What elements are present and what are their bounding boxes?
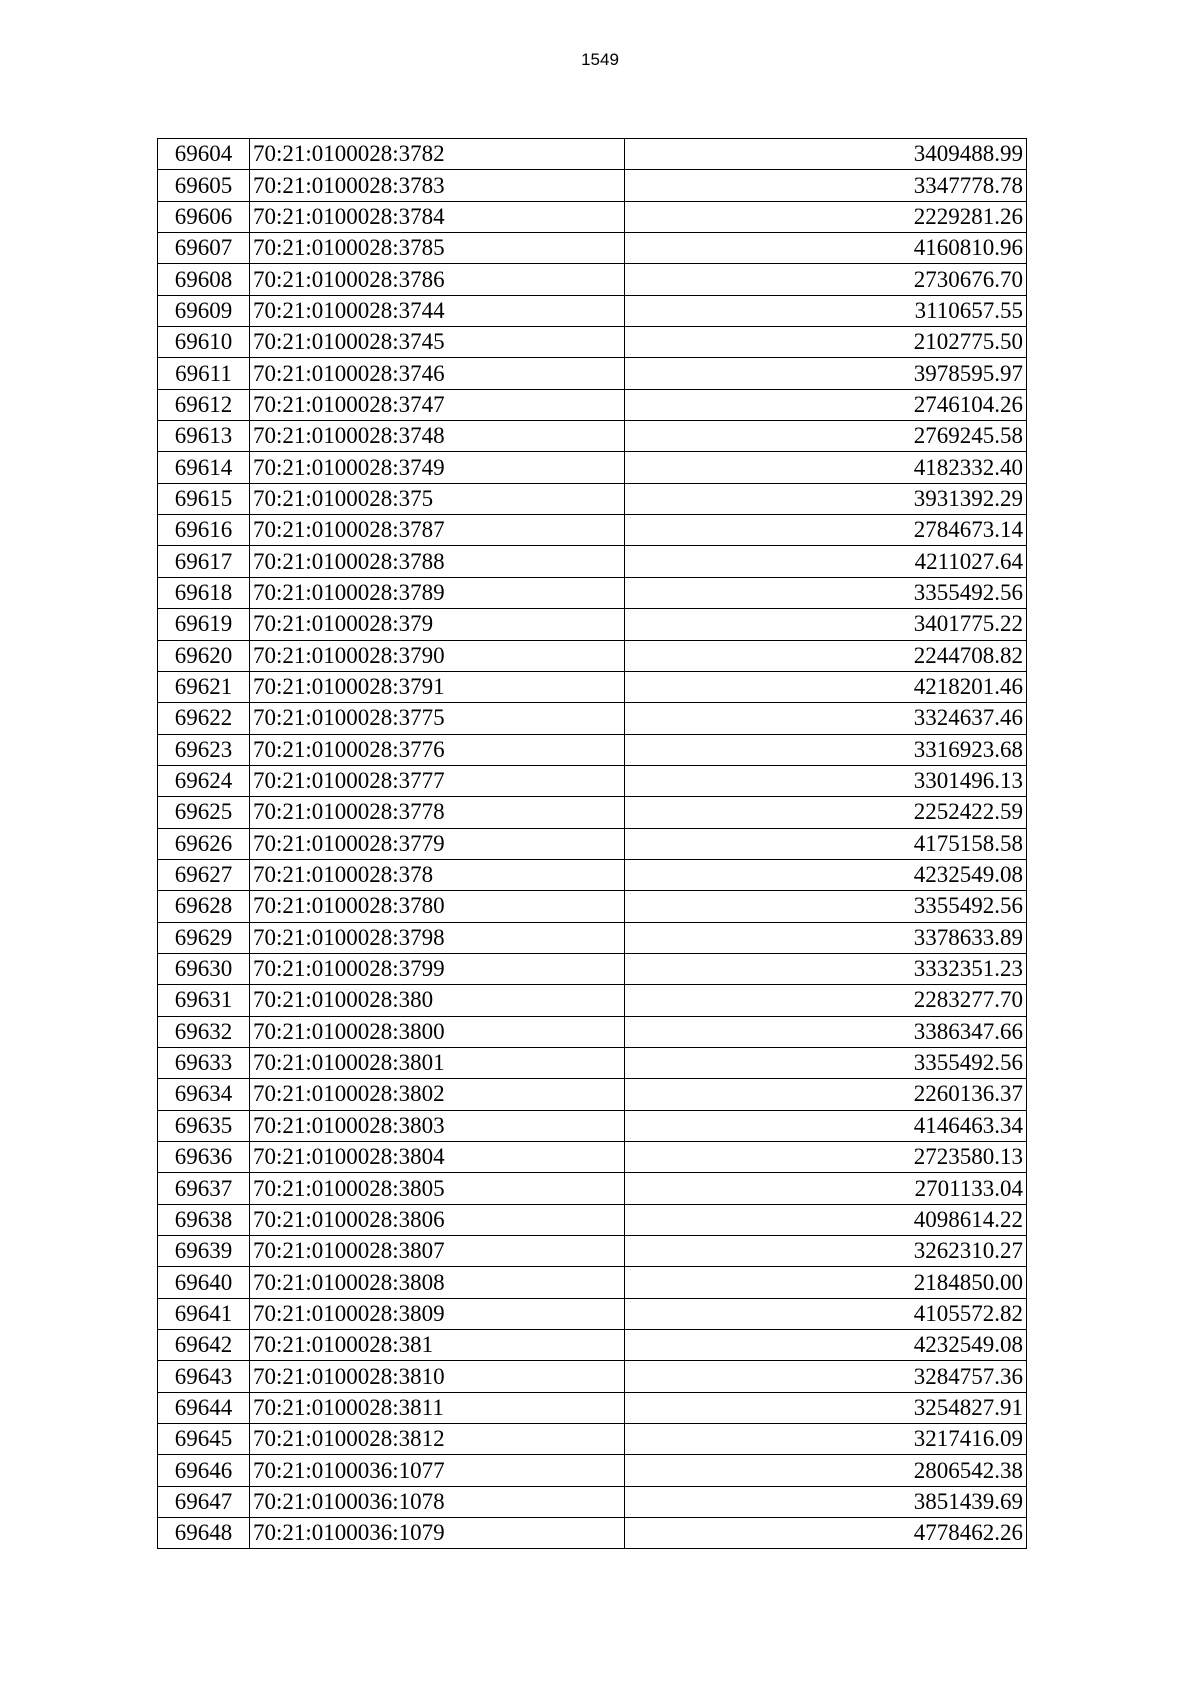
table-row xyxy=(158,201,1027,232)
table-row xyxy=(158,295,1027,326)
cadastral-number-cell: 70:21:0100028:3789 xyxy=(250,577,625,608)
row-number-cell: 69639 xyxy=(158,1236,250,1267)
cadastral-number-cell: 70:21:0100028:3791 xyxy=(250,671,625,702)
table-row xyxy=(158,1424,1027,1455)
cadastral-value-cell: 2746104.26 xyxy=(625,389,1027,420)
cadastral-number-cell: 70:21:0100028:378 xyxy=(250,859,625,890)
cadastral-value-cell: 2723580.13 xyxy=(625,1142,1027,1173)
cadastral-number-cell: 70:21:0100028:375 xyxy=(250,483,625,514)
cadastral-value-cell: 2730676.70 xyxy=(625,264,1027,295)
row-number-cell: 69633 xyxy=(158,1047,250,1078)
table-row xyxy=(158,922,1027,953)
registry-table xyxy=(157,138,1027,1549)
cadastral-number-cell: 70:21:0100028:379 xyxy=(250,609,625,640)
table-row xyxy=(158,1142,1027,1173)
table-row xyxy=(158,389,1027,420)
cadastral-number-cell: 70:21:0100028:3777 xyxy=(250,765,625,796)
cadastral-number-cell: 70:21:0100028:3808 xyxy=(250,1267,625,1298)
cadastral-value-cell: 4218201.46 xyxy=(625,671,1027,702)
table-row xyxy=(158,1047,1027,1078)
row-number-cell: 69623 xyxy=(158,734,250,765)
cadastral-value-cell: 2283277.70 xyxy=(625,985,1027,1016)
cadastral-value-cell: 4211027.64 xyxy=(625,546,1027,577)
cadastral-number-cell: 70:21:0100028:3801 xyxy=(250,1047,625,1078)
cadastral-number-cell: 70:21:0100028:3748 xyxy=(250,421,625,452)
cadastral-number-cell: 70:21:0100036:1079 xyxy=(250,1518,625,1549)
cadastral-value-cell: 4778462.26 xyxy=(625,1518,1027,1549)
cadastral-number-cell: 70:21:0100028:3805 xyxy=(250,1173,625,1204)
row-number-cell: 69622 xyxy=(158,703,250,734)
row-number-cell: 69641 xyxy=(158,1298,250,1329)
cadastral-value-cell: 3409488.99 xyxy=(625,139,1027,170)
cadastral-number-cell: 70:21:0100028:3800 xyxy=(250,1016,625,1047)
table-row xyxy=(158,483,1027,514)
table-row xyxy=(158,421,1027,452)
cadastral-value-cell: 3851439.69 xyxy=(625,1486,1027,1517)
cadastral-value-cell: 2769245.58 xyxy=(625,421,1027,452)
row-number-cell: 69607 xyxy=(158,233,250,264)
cadastral-value-cell: 2229281.26 xyxy=(625,201,1027,232)
cadastral-value-cell: 3378633.89 xyxy=(625,922,1027,953)
table-row xyxy=(158,734,1027,765)
cadastral-number-cell: 70:21:0100028:3799 xyxy=(250,953,625,984)
cadastral-value-cell: 2252422.59 xyxy=(625,797,1027,828)
row-number-cell: 69611 xyxy=(158,358,250,389)
table-row xyxy=(158,577,1027,608)
row-number-cell: 69634 xyxy=(158,1079,250,1110)
cadastral-number-cell: 70:21:0100028:3776 xyxy=(250,734,625,765)
cadastral-number-cell: 70:21:0100028:3807 xyxy=(250,1236,625,1267)
cadastral-number-cell: 70:21:0100028:3790 xyxy=(250,640,625,671)
cadastral-number-cell: 70:21:0100028:3809 xyxy=(250,1298,625,1329)
table-row xyxy=(158,671,1027,702)
row-number-cell: 69609 xyxy=(158,295,250,326)
cadastral-number-cell: 70:21:0100028:3806 xyxy=(250,1204,625,1235)
cadastral-number-cell: 70:21:0100028:3744 xyxy=(250,295,625,326)
cadastral-number-cell: 70:21:0100028:3746 xyxy=(250,358,625,389)
row-number-cell: 69618 xyxy=(158,577,250,608)
cadastral-value-cell: 4175158.58 xyxy=(625,828,1027,859)
table-row xyxy=(158,640,1027,671)
row-number-cell: 69647 xyxy=(158,1486,250,1517)
table-row xyxy=(158,828,1027,859)
table-row xyxy=(158,358,1027,389)
cadastral-value-cell: 3347778.78 xyxy=(625,170,1027,201)
table-row xyxy=(158,859,1027,890)
table-row xyxy=(158,1518,1027,1549)
table-row xyxy=(158,609,1027,640)
cadastral-value-cell: 2701133.04 xyxy=(625,1173,1027,1204)
table-row xyxy=(158,546,1027,577)
table-row xyxy=(158,797,1027,828)
cadastral-value-cell: 3110657.55 xyxy=(625,295,1027,326)
table-row xyxy=(158,953,1027,984)
table-row xyxy=(158,1392,1027,1423)
cadastral-value-cell: 4182332.40 xyxy=(625,452,1027,483)
cadastral-value-cell: 2184850.00 xyxy=(625,1267,1027,1298)
row-number-cell: 69605 xyxy=(158,170,250,201)
table-row xyxy=(158,233,1027,264)
cadastral-number-cell: 70:21:0100028:3798 xyxy=(250,922,625,953)
cadastral-number-cell: 70:21:0100028:3804 xyxy=(250,1142,625,1173)
cadastral-number-cell: 70:21:0100028:3788 xyxy=(250,546,625,577)
cadastral-number-cell: 70:21:0100036:1077 xyxy=(250,1455,625,1486)
row-number-cell: 69644 xyxy=(158,1392,250,1423)
cadastral-number-cell: 70:21:0100028:3782 xyxy=(250,139,625,170)
row-number-cell: 69616 xyxy=(158,515,250,546)
cadastral-number-cell: 70:21:0100028:3749 xyxy=(250,452,625,483)
cadastral-number-cell: 70:21:0100028:3812 xyxy=(250,1424,625,1455)
row-number-cell: 69645 xyxy=(158,1424,250,1455)
cadastral-number-cell: 70:21:0100028:3785 xyxy=(250,233,625,264)
cadastral-number-cell: 70:21:0100036:1078 xyxy=(250,1486,625,1517)
cadastral-value-cell: 3332351.23 xyxy=(625,953,1027,984)
cadastral-value-cell: 2102775.50 xyxy=(625,327,1027,358)
cadastral-number-cell: 70:21:0100028:3779 xyxy=(250,828,625,859)
cadastral-number-cell: 70:21:0100028:3803 xyxy=(250,1110,625,1141)
table-row xyxy=(158,1455,1027,1486)
table-row xyxy=(158,1173,1027,1204)
cadastral-number-cell: 70:21:0100028:3784 xyxy=(250,201,625,232)
row-number-cell: 69638 xyxy=(158,1204,250,1235)
row-number-cell: 69632 xyxy=(158,1016,250,1047)
cadastral-value-cell: 2260136.37 xyxy=(625,1079,1027,1110)
row-number-cell: 69615 xyxy=(158,483,250,514)
cadastral-value-cell: 4098614.22 xyxy=(625,1204,1027,1235)
table-row xyxy=(158,1236,1027,1267)
cadastral-value-cell: 3931392.29 xyxy=(625,483,1027,514)
cadastral-value-cell: 3262310.27 xyxy=(625,1236,1027,1267)
row-number-cell: 69606 xyxy=(158,201,250,232)
table-row xyxy=(158,452,1027,483)
cadastral-value-cell: 4160810.96 xyxy=(625,233,1027,264)
row-number-cell: 69628 xyxy=(158,891,250,922)
cadastral-number-cell: 70:21:0100028:3811 xyxy=(250,1392,625,1423)
cadastral-number-cell: 70:21:0100028:3780 xyxy=(250,891,625,922)
cadastral-number-cell: 70:21:0100028:3745 xyxy=(250,327,625,358)
cadastral-value-cell: 4232549.08 xyxy=(625,1330,1027,1361)
cadastral-value-cell: 3254827.91 xyxy=(625,1392,1027,1423)
table-row xyxy=(158,891,1027,922)
cadastral-number-cell: 70:21:0100028:3810 xyxy=(250,1361,625,1392)
registry-table-body xyxy=(158,139,1027,1549)
cadastral-number-cell: 70:21:0100028:3787 xyxy=(250,515,625,546)
row-number-cell: 69648 xyxy=(158,1518,250,1549)
row-number-cell: 69626 xyxy=(158,828,250,859)
row-number-cell: 69621 xyxy=(158,671,250,702)
table-row xyxy=(158,1486,1027,1517)
cadastral-value-cell: 2244708.82 xyxy=(625,640,1027,671)
row-number-cell: 69617 xyxy=(158,546,250,577)
cadastral-value-cell: 3284757.36 xyxy=(625,1361,1027,1392)
row-number-cell: 69624 xyxy=(158,765,250,796)
cadastral-value-cell: 3978595.97 xyxy=(625,358,1027,389)
cadastral-value-cell: 3355492.56 xyxy=(625,577,1027,608)
table-row xyxy=(158,1330,1027,1361)
cadastral-value-cell: 2784673.14 xyxy=(625,515,1027,546)
table-row xyxy=(158,985,1027,1016)
row-number-cell: 69608 xyxy=(158,264,250,295)
row-number-cell: 69630 xyxy=(158,953,250,984)
table-row xyxy=(158,264,1027,295)
cadastral-value-cell: 3301496.13 xyxy=(625,765,1027,796)
row-number-cell: 69643 xyxy=(158,1361,250,1392)
cadastral-value-cell: 3386347.66 xyxy=(625,1016,1027,1047)
cadastral-number-cell: 70:21:0100028:3802 xyxy=(250,1079,625,1110)
cadastral-value-cell: 4146463.34 xyxy=(625,1110,1027,1141)
table-row xyxy=(158,170,1027,201)
table-row xyxy=(158,1110,1027,1141)
row-number-cell: 69614 xyxy=(158,452,250,483)
row-number-cell: 69620 xyxy=(158,640,250,671)
row-number-cell: 69636 xyxy=(158,1142,250,1173)
table-row xyxy=(158,765,1027,796)
row-number-cell: 69631 xyxy=(158,985,250,1016)
cadastral-value-cell: 3401775.22 xyxy=(625,609,1027,640)
cadastral-number-cell: 70:21:0100028:3747 xyxy=(250,389,625,420)
cadastral-number-cell: 70:21:0100028:3783 xyxy=(250,170,625,201)
page-number: 1549 xyxy=(581,50,619,69)
row-number-cell: 69646 xyxy=(158,1455,250,1486)
table-row xyxy=(158,1267,1027,1298)
row-number-cell: 69627 xyxy=(158,859,250,890)
table-row xyxy=(158,139,1027,170)
cadastral-number-cell: 70:21:0100028:3786 xyxy=(250,264,625,295)
row-number-cell: 69629 xyxy=(158,922,250,953)
cadastral-value-cell: 3355492.56 xyxy=(625,891,1027,922)
row-number-cell: 69604 xyxy=(158,139,250,170)
cadastral-value-cell: 3355492.56 xyxy=(625,1047,1027,1078)
cadastral-number-cell: 70:21:0100028:380 xyxy=(250,985,625,1016)
cadastral-value-cell: 3324637.46 xyxy=(625,703,1027,734)
cadastral-value-cell: 3316923.68 xyxy=(625,734,1027,765)
table-row xyxy=(158,1079,1027,1110)
cadastral-number-cell: 70:21:0100028:3778 xyxy=(250,797,625,828)
row-number-cell: 69625 xyxy=(158,797,250,828)
cadastral-value-cell: 2806542.38 xyxy=(625,1455,1027,1486)
row-number-cell: 69610 xyxy=(158,327,250,358)
table-row xyxy=(158,1016,1027,1047)
row-number-cell: 69640 xyxy=(158,1267,250,1298)
table-row xyxy=(158,1204,1027,1235)
cadastral-number-cell: 70:21:0100028:3775 xyxy=(250,703,625,734)
cadastral-value-cell: 4232549.08 xyxy=(625,859,1027,890)
row-number-cell: 69635 xyxy=(158,1110,250,1141)
cadastral-number-cell: 70:21:0100028:381 xyxy=(250,1330,625,1361)
table-row xyxy=(158,1298,1027,1329)
row-number-cell: 69642 xyxy=(158,1330,250,1361)
row-number-cell: 69612 xyxy=(158,389,250,420)
table-row xyxy=(158,327,1027,358)
table-row xyxy=(158,1361,1027,1392)
cadastral-value-cell: 3217416.09 xyxy=(625,1424,1027,1455)
row-number-cell: 69637 xyxy=(158,1173,250,1204)
row-number-cell: 69619 xyxy=(158,609,250,640)
row-number-cell: 69613 xyxy=(158,421,250,452)
table-row xyxy=(158,515,1027,546)
cadastral-value-cell: 4105572.82 xyxy=(625,1298,1027,1329)
table-row xyxy=(158,703,1027,734)
